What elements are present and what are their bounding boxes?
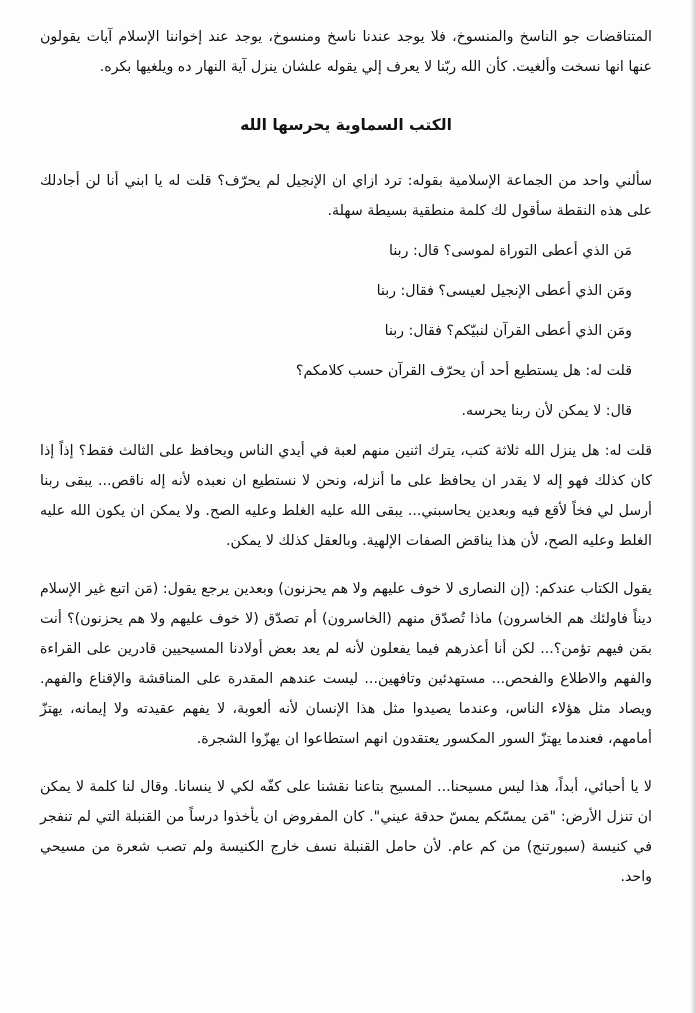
paragraph-our-christ: لا يا أحبائي، أبداً، هذا ليس مسيحنا... المسيح بتاعنا نقشنا على كفّه لكي لا ينسانا. وقال لنا كلمة لا يمكن ان تنزل الأرض: "مَن يمسّكم يمسّ حدقة عيني". كان المفروض ان يأخذوا درساً من القنبلة التي لم تنفجر في كنيسة (سبورتنج) من كم عام. لأن حامل القنبلة نسف خارج الكنيسة ولم تصب شعرة من مسيحي واحد. — [40, 779, 652, 885]
paragraph-three-books: قلت له: هل ينزل الله ثلاثة كتب، يترك اثنين منهم لعبة في أيدي الناس ويحافظ على الثالث فقط؟ إذاً إذا كان كذلك فهو إله لا يقدر ان يحافظ على ما أنزله، ونحن لا نستطيع ان نعبده لأنه إله ناقص... يبقى ربنا أرسل لي فخاً لأقع فيه وبعدين يحاسبني... يبقى الله عليه الغلط وعليه الصح. ولا يمكن ان يكون الله عليه الغلط وعليه الصح، لأن هذا يناقض الصفات الإلهية. وبالعقل كذلك لا يمكن. — [40, 443, 652, 549]
document-body — [40, 22, 652, 892]
dialogue-line: ومَن الذي أعطى الإنجيل لعيسى؟ فقال: ربنا — [376, 283, 632, 299]
dialogue-line: قلت له: هل يستطيع أحد أن يحرّف القرآن حسب كلامكم؟ — [295, 363, 632, 379]
section-title: الكتب السماوية يحرسها الله — [240, 116, 452, 134]
dialogue-line: قال: لا يمكن لأن ربنا يحرسه. — [461, 403, 632, 419]
paragraph-abrogation: المتناقضات جو الناسخ والمنسوخ، فلا يوجد عندنا ناسخ ومنسوخ، يوجد عند إخواننا الإسلام آيات يقولون عنها انها نسخت وألغيت. كأن الله ربّنا لا يعرف إلي يقوله علشان ينزل آية النهار ده ويلغيها بكره. — [40, 29, 652, 75]
dialogue-line: مَن الذي أعطى التوراة لموسى؟ قال: ربنا — [389, 243, 632, 259]
dialogue-line: ومَن الذي أعطى القرآن لنبيّكم؟ فقال: ربنا — [384, 323, 632, 339]
paragraph-book-says: يقول الكتاب عندكم: (إن النصارى لا خوف عليهم ولا هم يحزنون) وبعدين يرجع يقول: (مَن اتبع غير الإسلام ديناً فاولئك هم الخاسرون) ماذا تُصدّق منهم (الخاسرون) أم تصدّق (لا خوف عليهم ولا هم يحزنون)؟ أنت بمَن فيهم تؤمن؟... لكن أنا أعذرهم فيما يفعلون لأنه لم يعد بعض أولادنا المسيحيين قادرين على القراءة والفهم والاطلاع والفحص... مستهدئين وتافهين... ليست عندهم المقدرة على المناقشة والإقناع والفهم. ويصاد مثل هؤلاء الناس، وعندما يصيدوا مثل هذا الإنسان لأنه ألعوبة، لا يفهم عقيدته ولا إيمانه، يهتزّ أمامهم، فعندما يهتزّ السور المكسور يعتقدون انهم استطاعوا ان يهزّوا الشجرة. — [40, 581, 652, 747]
paragraph-intro: سألني واحد من الجماعة الإسلامية بقوله: ترد ازاي ان الإنجيل لم يحرّف؟ قلت له يا ابني أنا لن أجادلك على هذه النقطة سأقول لك كلمة منطقية بسيطة سهلة. — [40, 173, 652, 219]
scan-edge-shadow — [690, 0, 696, 1013]
